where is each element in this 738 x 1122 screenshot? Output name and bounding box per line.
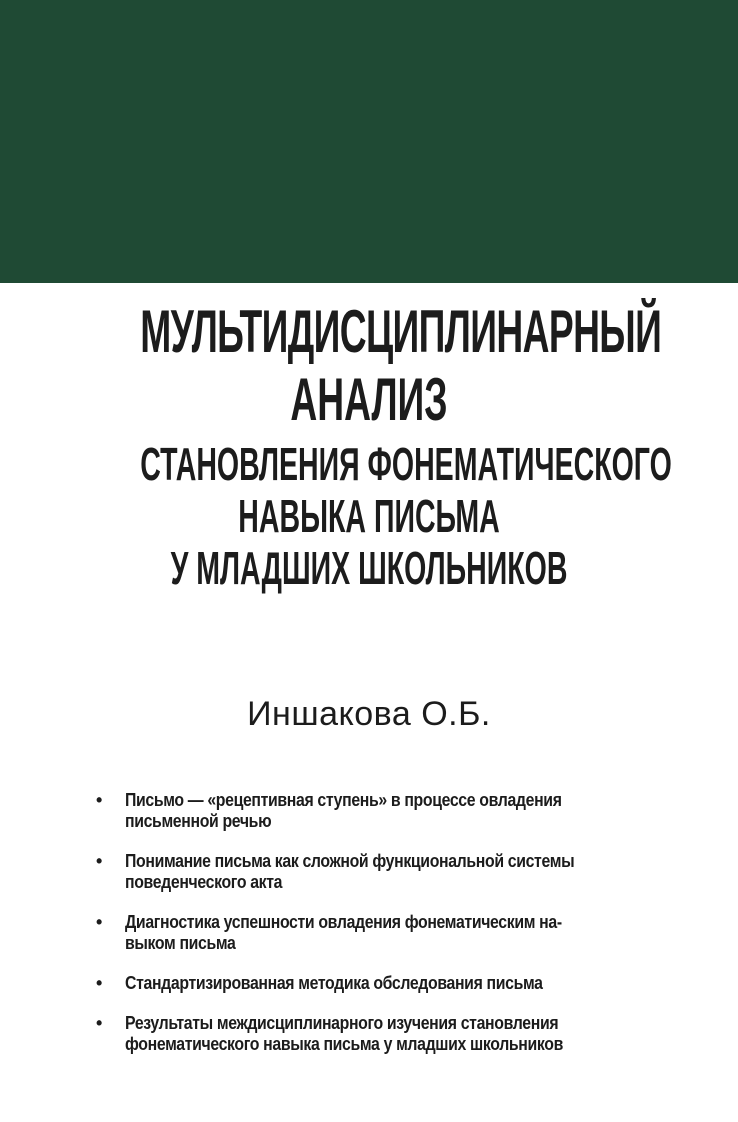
list-item-text — [125, 851, 653, 893]
list-item — [92, 790, 652, 832]
subtitle-line-2: НАВЫКА ПИСЬМА — [238, 490, 500, 542]
list-item — [92, 1013, 652, 1055]
list-item-line: поведенческого акта — [125, 872, 283, 892]
author-name: Иншакова О.Б. — [247, 695, 491, 733]
bullet-icon: • — [96, 851, 102, 871]
list-item-line: выком письма — [125, 933, 236, 953]
topics-list — [92, 790, 652, 1074]
bullet-icon: • — [96, 790, 102, 810]
list-item-line: Письмо — «рецептивная ступень» в процессе овладения — [125, 790, 562, 810]
list-item-line: Понимание письма как сложной функциональной системы — [125, 851, 575, 871]
list-item-line: Диагностика успешности овладения фонематическим на- — [125, 912, 562, 932]
list-item — [92, 912, 652, 954]
title-line-1: МУЛЬТИДИСЦИПЛИНАРНЫЙ — [140, 298, 662, 365]
list-item-line: фонематического навыка письма у младших школьников — [125, 1034, 563, 1054]
list-item-text — [125, 912, 653, 954]
subtitle-line-3: У МЛАДШИХ ШКОЛЬНИКОВ — [170, 542, 568, 594]
bullet-icon: • — [96, 912, 102, 932]
list-item-line: Результаты междисциплинарного изучения становления — [125, 1013, 559, 1033]
list-item — [92, 851, 652, 893]
bullet-icon: • — [96, 1013, 102, 1033]
list-item-line: Стандартизированная методика обследования письма — [125, 973, 543, 993]
list-item-text — [125, 790, 653, 832]
list-item-text — [125, 1013, 653, 1055]
subtitle-line-1: СТАНОВЛЕНИЯ ФОНЕМАТИЧЕСКОГО — [140, 438, 672, 490]
list-item-text — [125, 973, 653, 994]
cover-top-band — [0, 0, 738, 283]
title-line-2: АНАЛИЗ — [290, 366, 448, 433]
book-title — [0, 300, 738, 594]
bullet-icon: • — [96, 973, 102, 993]
list-item-line: письменной речью — [125, 811, 272, 831]
list-item — [92, 973, 652, 994]
